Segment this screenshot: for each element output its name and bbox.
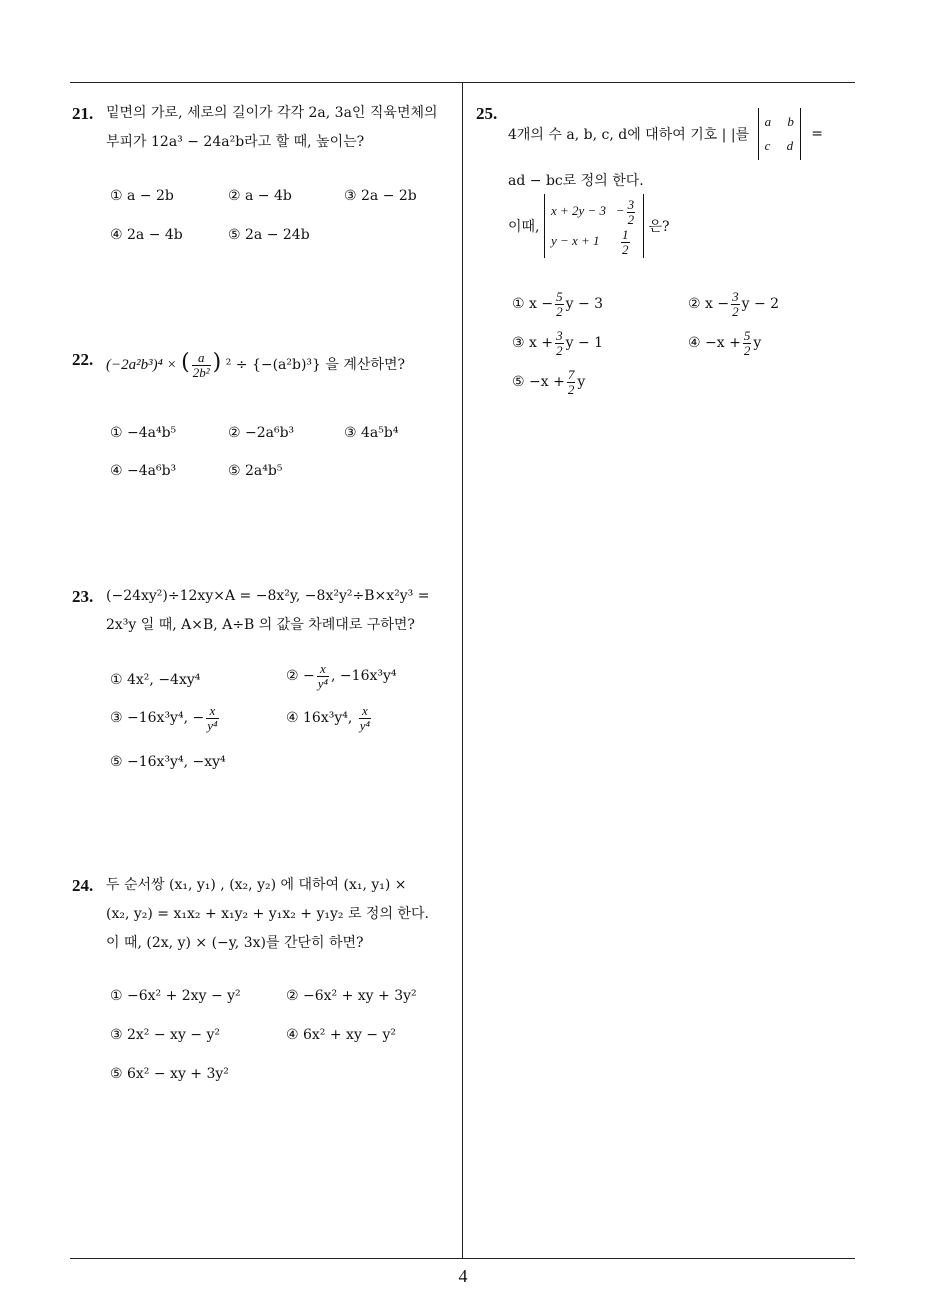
question-25-intro: 4개의 수 a, b, c, d에 대하여 기호 | |를 a b c d = bbox=[508, 108, 823, 160]
q22-option-4[interactable]: ④ −4a⁶b³ bbox=[110, 463, 177, 479]
q23-option-4[interactable]: ④ 16x³y⁴, $\frac{x}{\text{y⁴}}$ bbox=[286, 703, 371, 733]
q21-option-3[interactable]: ③ 2a − 2b bbox=[344, 188, 417, 204]
q22-fraction: $\frac{a}{\text{2b²}}$ bbox=[192, 349, 210, 380]
question-21-number: 21. bbox=[72, 104, 94, 123]
question-24-line1: 두 순서쌍 (x₁, y₁) , (x₂, y₂) 에 대하여 (x₁, y₁) × bbox=[106, 877, 407, 893]
question-25-prompt: 이때, x + 2y − 3 − $\frac{3}{2}$ y − x + 1 $\frac{1}{2}$ 은? bbox=[508, 194, 670, 258]
q22-option-3[interactable]: ③ 4a⁵b⁴ bbox=[344, 425, 399, 441]
question-23-text bbox=[106, 582, 429, 640]
q24-option-1[interactable]: ① −6x² + 2xy − y² bbox=[110, 988, 241, 1004]
q24-option-2[interactable]: ② −6x² + xy + 3y² bbox=[286, 988, 417, 1004]
q24-option-5[interactable]: ⑤ 6x² − xy + 3y² bbox=[110, 1066, 229, 1082]
q22-option-1[interactable]: ① −4a⁴b⁵ bbox=[110, 425, 177, 441]
question-24-line3: 이 때, (2x, y) × (−y, 3x)를 간단히 하면? bbox=[106, 935, 364, 951]
column-divider bbox=[462, 82, 463, 1258]
bottom-rule bbox=[70, 1258, 855, 1259]
q25-option-3[interactable]: ③ x + $\frac{3}{2}$ y − 1 bbox=[512, 328, 604, 358]
q25-option-2[interactable]: ② x − $\frac{3}{2}$ y − 2 bbox=[688, 289, 780, 319]
question-23-line2: 2x³y 일 때, A×B, A÷B 의 값을 차례대로 구하면? bbox=[106, 617, 415, 633]
q22-expr-b: ² ÷ {−(a²b)³} 을 계산하면? bbox=[225, 357, 405, 373]
q25-option-1[interactable]: ① x − $\frac{5}{2}$ y − 3 bbox=[512, 289, 604, 319]
question-25-number: 25. bbox=[476, 104, 498, 123]
q25-option-5[interactable]: ⑤ −x + $\frac{7}{2}$ y bbox=[512, 367, 586, 397]
question-24-text bbox=[106, 871, 429, 958]
question-25-definition: ad − bc로 정의 한다. bbox=[508, 173, 644, 189]
question-24-line2: (x₂, y₂) = x₁x₂ + x₁y₂ + y₁x₂ + y₁y₂ 로 정의 한다. bbox=[106, 906, 429, 922]
question-23-number: 23. bbox=[72, 587, 94, 606]
question-21-text bbox=[106, 99, 438, 157]
q25-definition-determinant: a b c d bbox=[758, 108, 801, 160]
q25-matrix-determinant: x + 2y − 3 − $\frac{3}{2}$ y − x + 1 $\frac{1}{2}$ bbox=[544, 194, 644, 258]
page-number: 4 bbox=[458, 1266, 468, 1286]
question-22-expression: (−2a²b³)⁴ × ( $\frac{a}{\text{2b²}}$ ) ² ÷ {−(a²b)³} 을 계산하면? bbox=[106, 349, 405, 380]
q21-option-5[interactable]: ⑤ 2a − 24b bbox=[228, 227, 310, 243]
q23-option-2[interactable]: ② − $\frac{x}{\text{y⁴}}$ , −16x³y⁴ bbox=[286, 661, 397, 691]
question-21-line2: 부피가 12a³ − 24a²b라고 할 때, 높이는? bbox=[106, 134, 365, 150]
q24-option-3[interactable]: ③ 2x² − xy − y² bbox=[110, 1027, 221, 1043]
question-21-line1: 밑면의 가로, 세로의 길이가 각각 2a, 3a인 직육면체의 bbox=[106, 105, 438, 121]
q21-option-1[interactable]: ① a − 2b bbox=[110, 188, 174, 204]
question-23-line1: (−24xy²)÷12xy×A = −8x²y, −8x²y²÷B×x²y³ = bbox=[106, 588, 430, 604]
q25-option-4[interactable]: ④ −x + $\frac{5}{2}$ y bbox=[688, 328, 762, 358]
q21-option-2[interactable]: ② a − 4b bbox=[228, 188, 292, 204]
q22-option-2[interactable]: ② −2a⁶b³ bbox=[228, 425, 295, 441]
q22-expr-a: (−2a²b³)⁴ × bbox=[106, 357, 177, 373]
q23-option-1[interactable]: ① 4x², −4xy⁴ bbox=[110, 672, 201, 688]
q23-option-5[interactable]: ⑤ −16x³y⁴, −xy⁴ bbox=[110, 754, 226, 770]
q21-option-4[interactable]: ④ 2a − 4b bbox=[110, 227, 183, 243]
q25-intro-text: 4개의 수 a, b, c, d에 대하여 기호 | |를 bbox=[508, 127, 750, 143]
q24-option-4[interactable]: ④ 6x² + xy − y² bbox=[286, 1027, 397, 1043]
question-24-number: 24. bbox=[72, 876, 94, 895]
question-22-number: 22. bbox=[72, 350, 94, 369]
q22-option-5[interactable]: ⑤ 2a⁴b⁵ bbox=[228, 463, 283, 479]
q23-option-3[interactable]: ③ −16x³y⁴, − $\frac{x}{\text{y⁴}}$ bbox=[110, 703, 218, 733]
